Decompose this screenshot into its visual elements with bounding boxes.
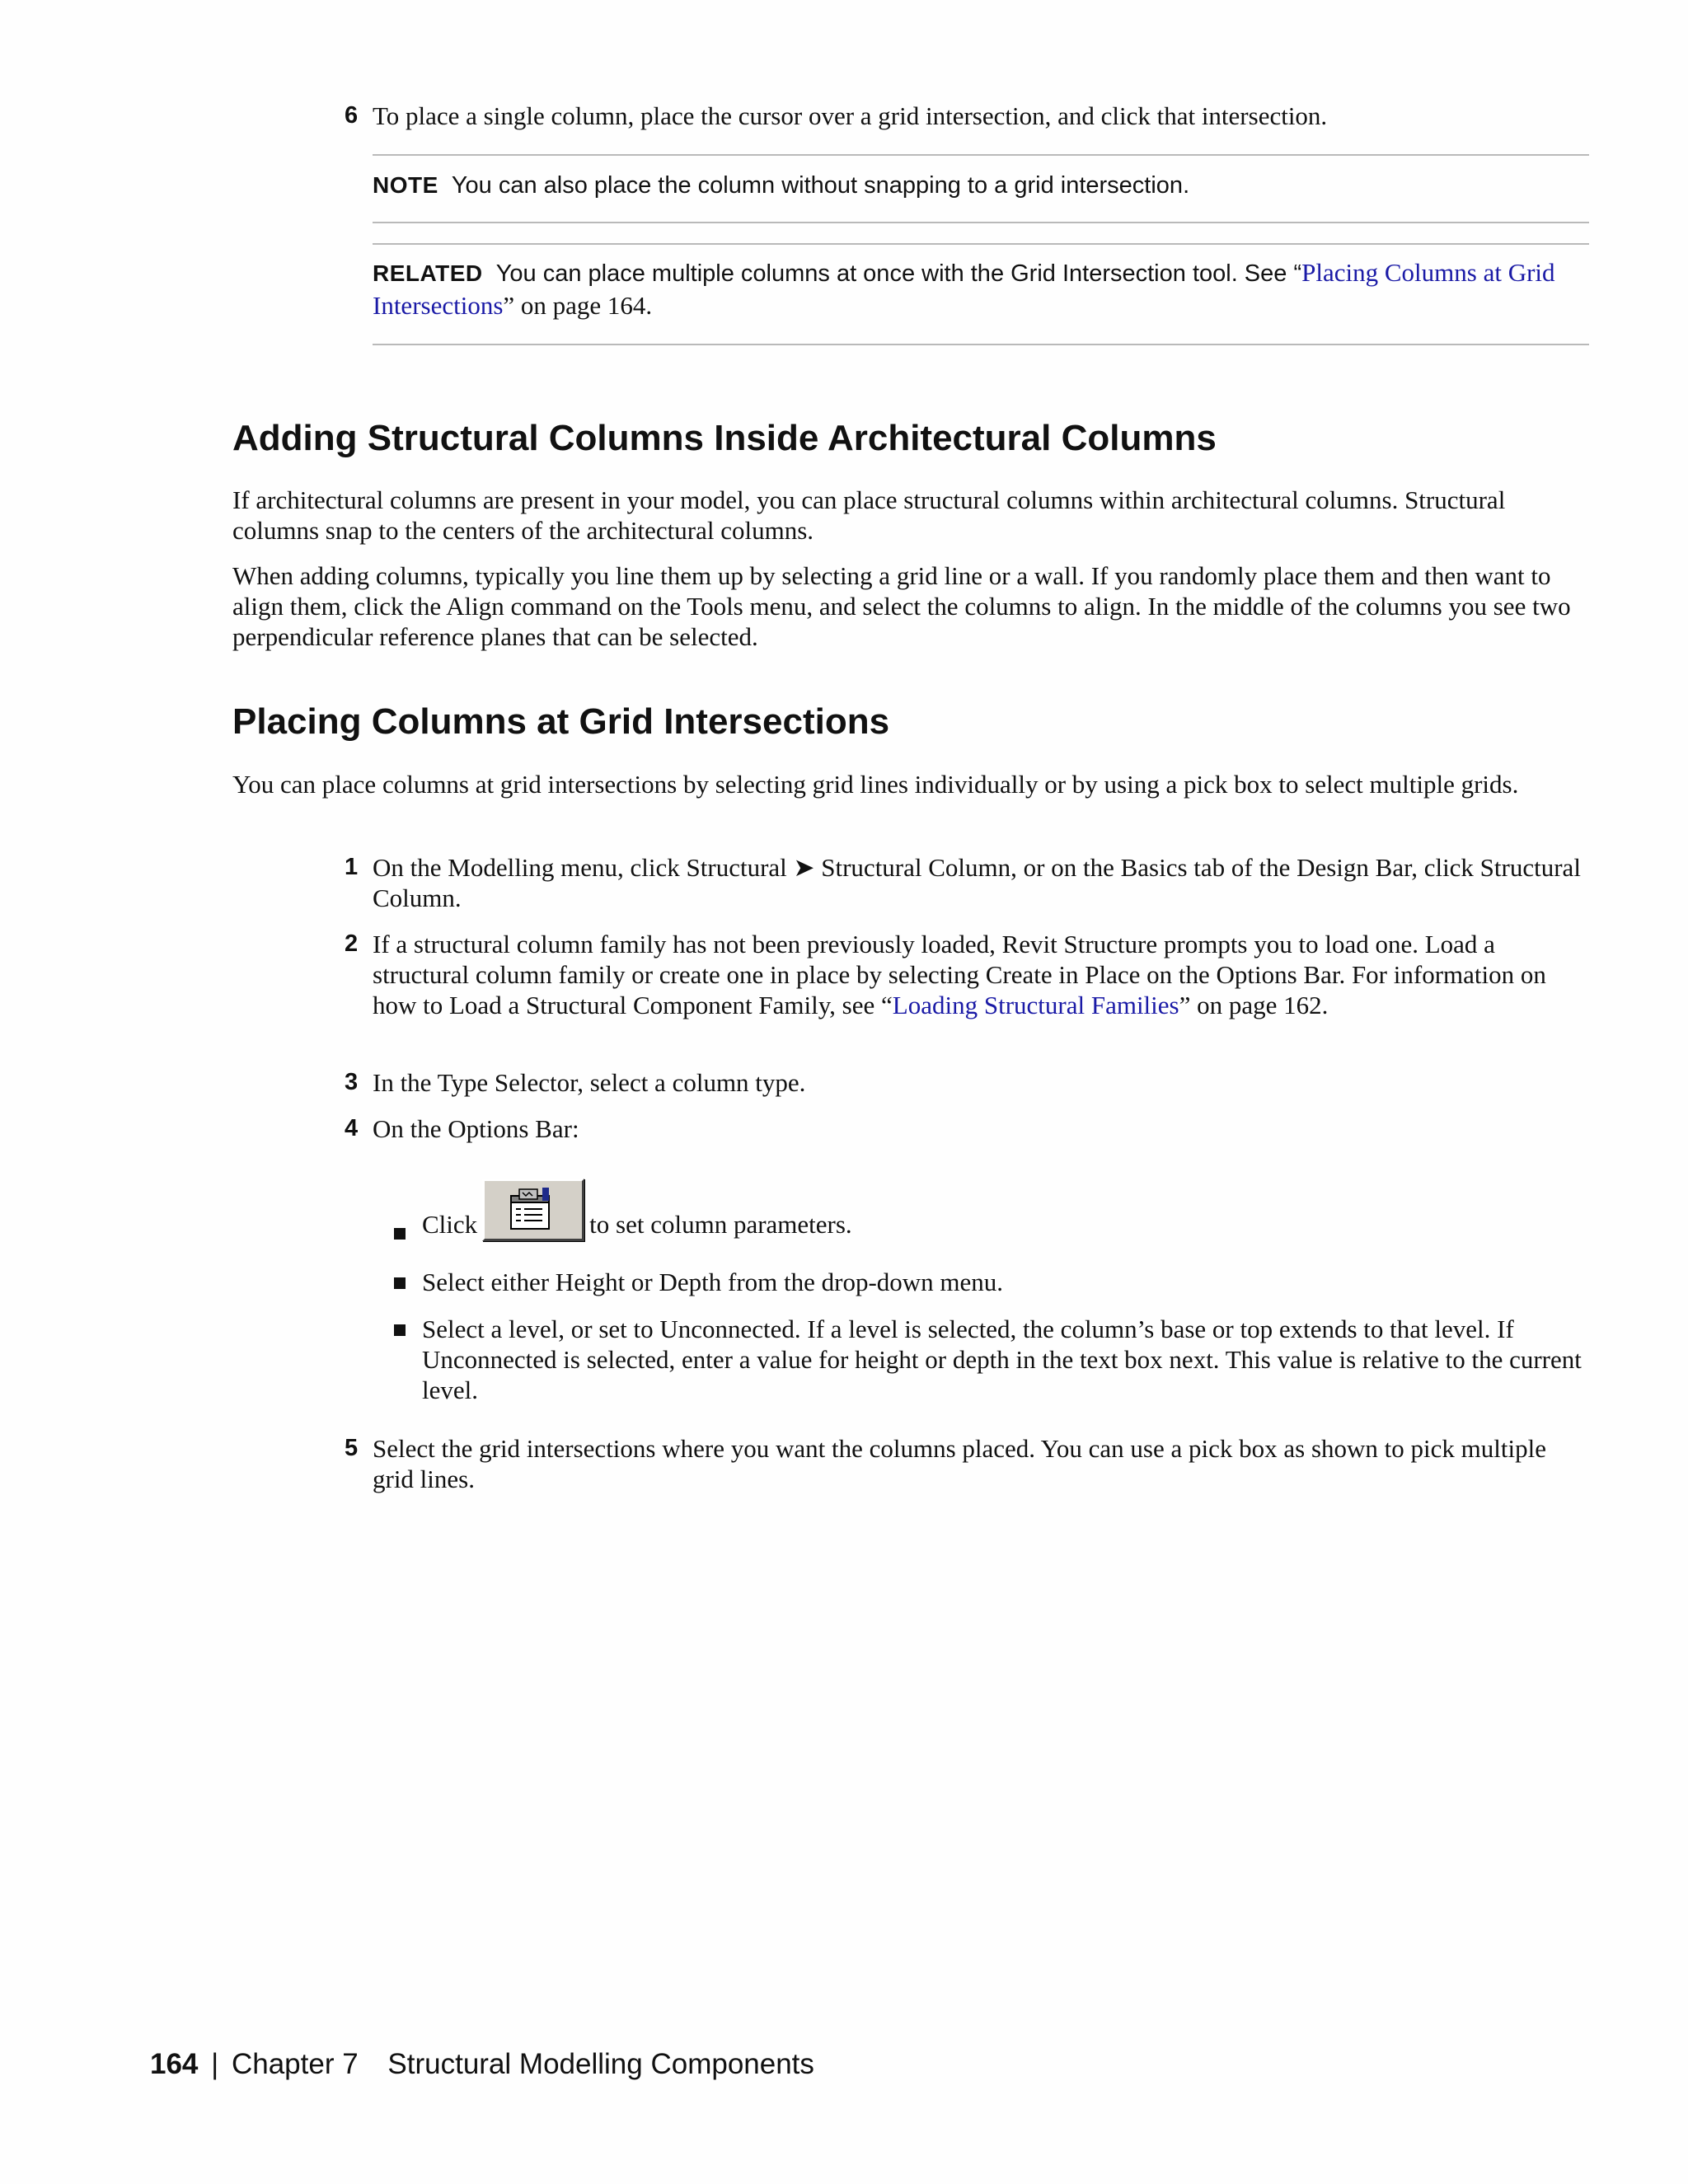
page-number: 164: [150, 2048, 199, 2080]
footer-separator: |: [211, 2048, 219, 2080]
related-text-before: You can place multiple columns at once with the Grid Intersection tool. See “: [495, 260, 1302, 287]
bullet-text-before: Click: [422, 1210, 478, 1239]
step-number: 2: [345, 930, 359, 957]
step-number: 5: [345, 1435, 359, 1461]
step-4: [345, 1113, 1589, 1146]
section2-paragraph-1: You can place columns at grid intersections by selecting grid lines individually or by using a pick box to select multiple grids.: [232, 770, 1519, 799]
bullet-text: Select either Height or Depth from the drop-down menu.: [422, 1268, 1004, 1296]
bullet-marker: [394, 1228, 406, 1240]
step-text: Select the grid intersections where you want the columns placed. You can use a pick box as shown to pick multiple grid lines.: [373, 1434, 1546, 1493]
section-heading-adding-structural-columns: Adding Structural Columns Inside Architectural Columns: [232, 418, 1217, 458]
step-5: [345, 1433, 1589, 1494]
note-text: You can also place the column without snapping to a grid intersection.: [451, 172, 1190, 199]
section1-paragraph-2: When adding columns, typically you line them up by selecting a grid line or a wall. If you randomly place them and then want to align them, click the Align command on the Tools menu, and select the columns to align. In the middle of the columns you see two perpendicular reference planes that can be selected.: [232, 561, 1571, 651]
step-text: To place a single column, place the cursor over a grid intersection, and click that intersection.: [373, 101, 1328, 130]
bullet-height-depth: [394, 1267, 1589, 1300]
step-number: 3: [345, 1069, 359, 1095]
step-1: [345, 852, 1589, 913]
step-6: [345, 101, 1589, 134]
section-heading-placing-columns: Placing Columns at Grid Intersections: [232, 701, 890, 742]
related-link[interactable]: Placing Columns at Grid Intersections: [373, 258, 1555, 320]
loading-structural-families-link[interactable]: Loading Structural Families: [892, 991, 1179, 1019]
chapter-label: Chapter 7: [231, 2048, 359, 2080]
related-label: RELATED: [373, 260, 483, 286]
column-parameters-button[interactable]: [482, 1179, 584, 1241]
step-text-after: ” on page 162.: [1179, 991, 1329, 1019]
section1-paragraph-1: If architectural columns are present in your model, you can place structural columns within architectural columns. Structural columns snap to the centers of the architectural columns.: [232, 485, 1506, 545]
step-2: [345, 929, 1589, 1051]
bullet-marker: [394, 1324, 406, 1336]
page-footer: [150, 2047, 814, 2082]
step-text: On the Options Bar:: [373, 1114, 579, 1143]
step-text-before: If a structural column family has not been previously loaded, Revit Structure prompts you to load one. Load a structural column family or create one in place by selecting Create in Place on the Options Bar. For information on how to Load a Structural Component Family, see “: [373, 930, 1546, 1019]
step-text: On the Modelling menu, click Structural ➤ Structural Column, or on the Basics tab of the Design Bar, click Structural Column.: [373, 853, 1581, 912]
chapter-title: Structural Modelling Components: [387, 2048, 814, 2080]
note-label: NOTE: [373, 172, 438, 198]
bullet-marker: [394, 1277, 406, 1289]
bullet-select-level: [394, 1314, 1589, 1406]
bullet-text-after: to set column parameters.: [589, 1210, 852, 1239]
bullet-click-properties: [394, 1179, 1589, 1244]
related-box: [373, 243, 1589, 345]
bullet-text: Select a level, or set to Unconnected. If a level is selected, the column’s base or top extends to that level. If Unconnected is selected, enter a value for height or depth in the text box next. This value is relative to the current level.: [422, 1315, 1582, 1404]
related-text-after: ” on page 164.: [503, 291, 653, 320]
note-box: [373, 154, 1589, 223]
step-number: 1: [345, 854, 359, 880]
step-number: 6: [345, 102, 359, 129]
step-3: [345, 1067, 1589, 1100]
properties-icon: [508, 1188, 557, 1232]
step-text: [373, 929, 1589, 1020]
step-text: In the Type Selector, select a column type.: [373, 1068, 806, 1097]
step-number: 4: [345, 1115, 359, 1141]
